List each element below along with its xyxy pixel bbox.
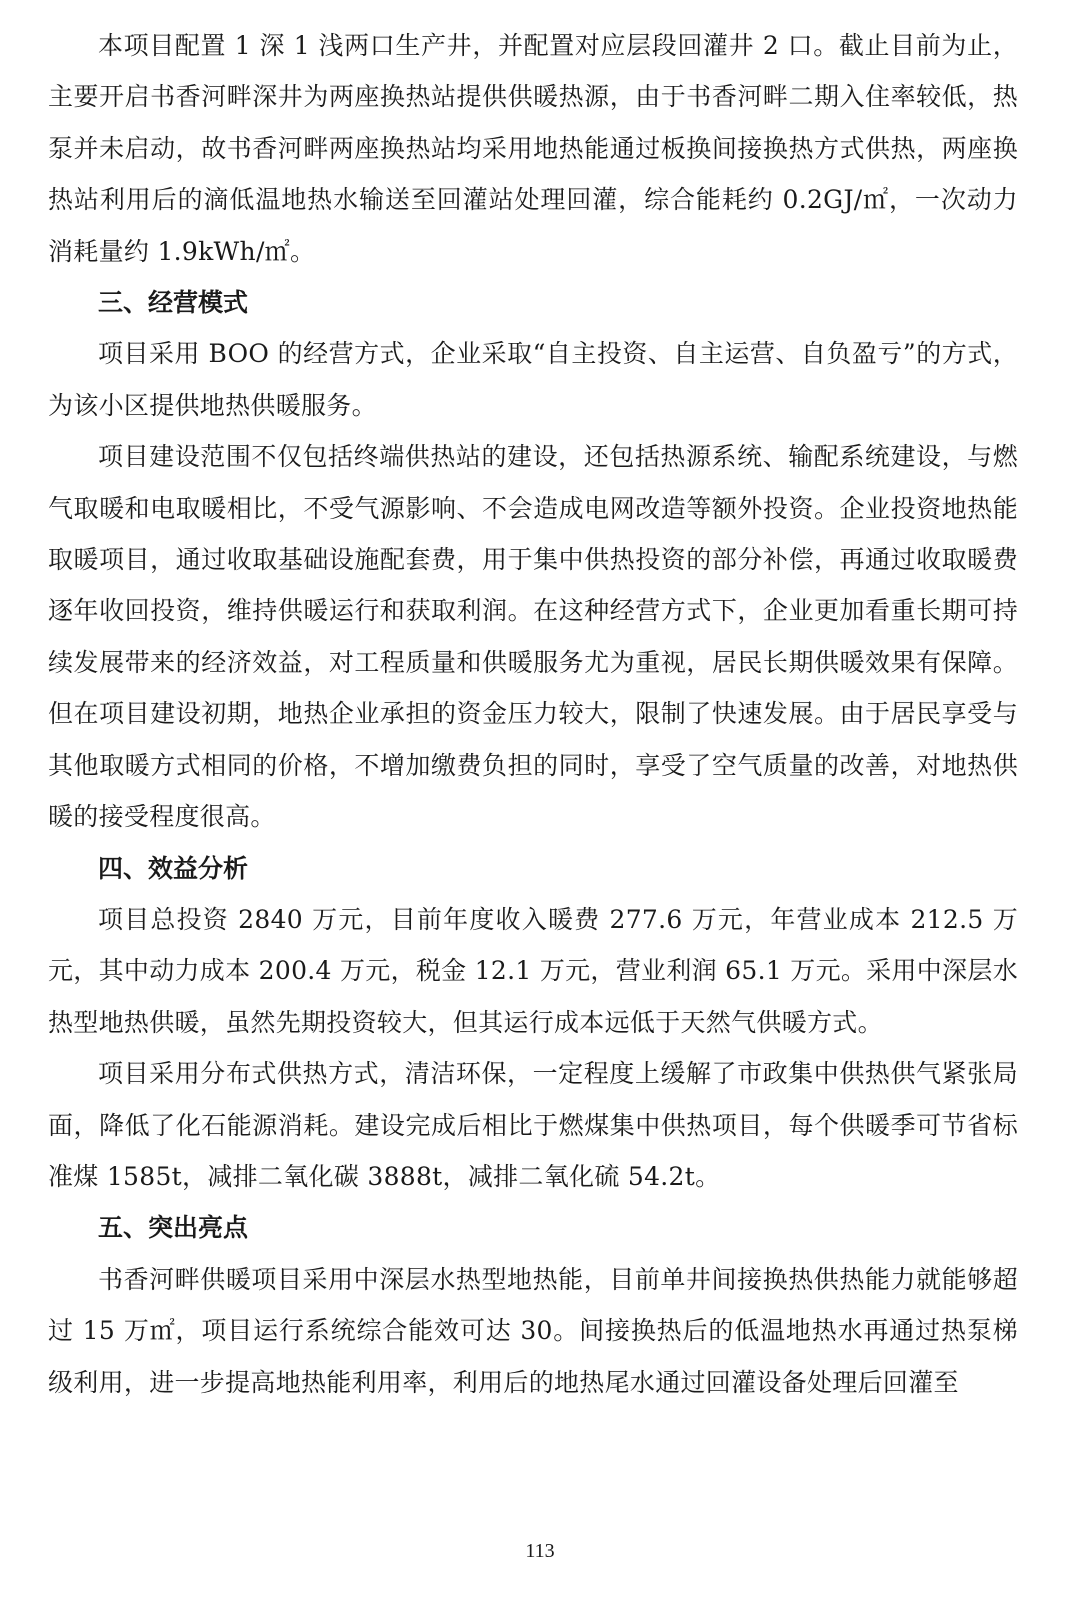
- paragraph-boo-model: 项目采用 BOO 的经营方式，企业采取“自主投资、自主运营、自负盈亏”的方式，为该小区提供地热供暖服务。: [48, 339, 1018, 420]
- page-number: 113: [525, 1540, 555, 1562]
- paragraph-wells: 本项目配置 1 深 1 浅两口生产井，并配置对应层段回灌井 2 口。截止目前为止，主要开启书香河畔深井为两座换热站提供供暖热源，由于书香河畔二期入住率较低，热泵并未启动，故书香河畔两座换热站均采用地热能通过板换间接换热方式供热，两座换热站利用后的滴低温地热水输送至回灌站处理回灌，综合能耗约 0.2GJ/㎡，一次动力消耗量约 1.9kWh/㎡。: [48, 31, 1018, 266]
- paragraph-emission-reduction: 项目采用分布式供热方式，清洁环保，一定程度上缓解了市政集中供热供气紧张局面，降低了化石能源消耗。建设完成后相比于燃煤集中供热项目，每个供暖季可节省标准煤 1585t，减排二氧化碳 3888t，减排二氧化硫 54.2t。: [48, 1059, 1018, 1191]
- section-heading-highlights: 五、突出亮点: [98, 1213, 249, 1243]
- section-heading-business-model: 三、经营模式: [98, 288, 249, 318]
- paragraph-highlights: 书香河畔供暖项目采用中深层水热型地热能，目前单井间接换热供热能力就能够超过 15 万㎡，项目运行系统综合能效可达 30。间接换热后的低温地热水再通过热泵梯级利用，进一步提高地热能利用率，利用后的地热尾水通过回灌设备处理后回灌至: [48, 1264, 1018, 1397]
- document-body: [48, 20, 1018, 1408]
- section-heading-benefit-analysis: 四、效益分析: [98, 853, 249, 883]
- paragraph-investment: 项目总投资 2840 万元，目前年度收入暖费 277.6 万元，年营业成本 212.5 万元，其中动力成本 200.4 万元，税金 12.1 万元，营业利润 65.1 万元。采用中深层水热型地热供暖，虽然先期投资较大，但其运行成本远低于天然气供暖方式。: [48, 904, 1018, 1037]
- paragraph-construction-scope: 项目建设范围不仅包括终端供热站的建设，还包括热源系统、输配系统建设，与燃气取暖和电取暖相比，不受气源影响、不会造成电网改造等额外投资。企业投资地热能取暖项目，通过收取基础设施配套费，用于集中供热投资的部分补偿，再通过收取暖费逐年收回投资，维持供暖运行和获取利润。在这种经营方式下，企业更加看重长期可持续发展带来的经济效益，对工程质量和供暖服务尤为重视，居民长期供暖效果有保障。但在项目建设初期，地热企业承担的资金压力较大，限制了快速发展。由于居民享受与其他取暖方式相同的价格，不增加缴费负担的同时，享受了空气质量的改善，对地热供暖的接受程度很高。: [48, 442, 1018, 832]
